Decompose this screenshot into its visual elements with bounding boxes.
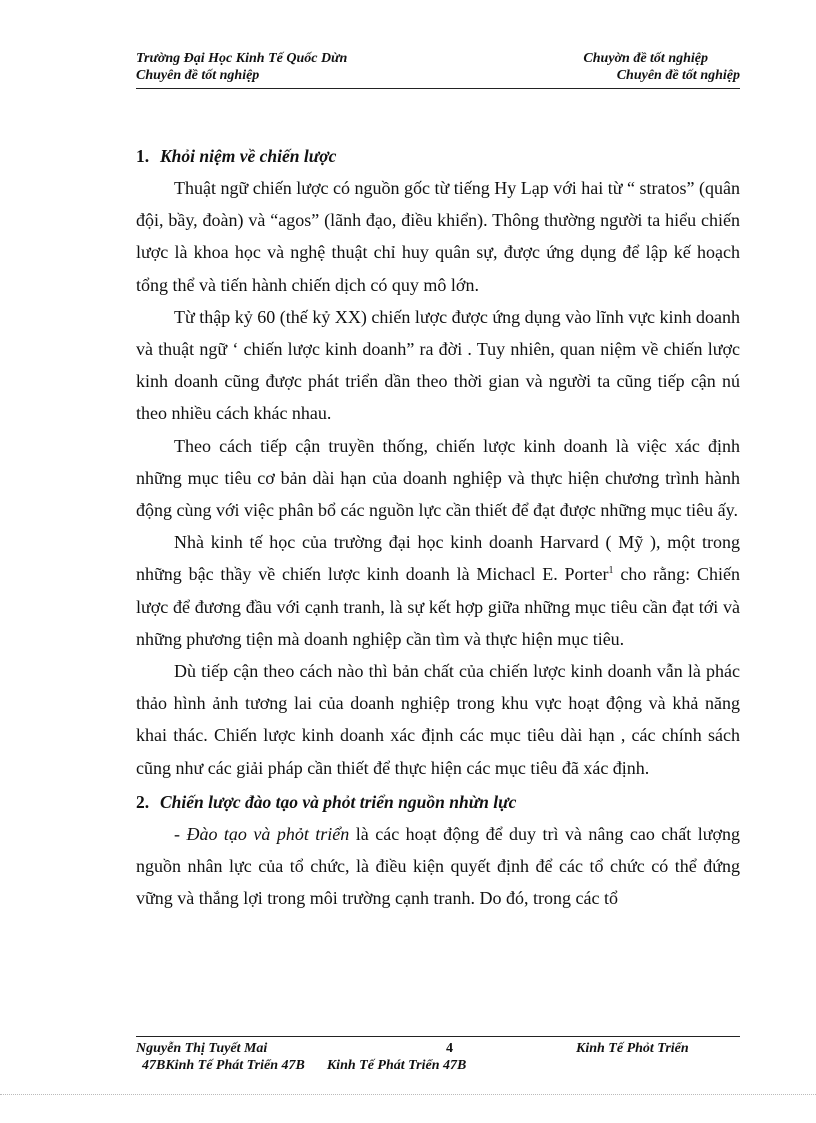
header-thesis-label-right: Chuyên đề tốt nghiệp: [616, 68, 740, 83]
paragraph-business-strategy: Từ thập kỷ 60 (thế kỷ XX) chiến lược được ứng dụng vào lĩnh vực kinh doanh và thuật ngữ ‘ chiến lược kinh doanh” ra đời . Tuy nhiên, quan niệm về chiến lược kinh doanh cũng được phát triển dần theo thời gian và người ta cũng tiếp cận nú theo nhiều cách khác nhau.: [136, 306, 740, 424]
footnote-marker: 1: [608, 565, 614, 577]
section-2-title: Chiến lược đào tạo và phỏt triển nguồn nhừn lực: [160, 791, 517, 812]
term-training-development: Đào tạo và phỏt triển: [186, 823, 350, 844]
header-thesis-label-left: Chuyên đề tốt nghiệp: [136, 68, 260, 83]
header-university: Trường Đại Học Kinh Tế Quốc Dừn: [136, 51, 348, 66]
porter-text-after: cho rằng: Chiến lược để đương đầu với cạnh tranh, là sự kết hợp giữa những mục tiêu cần đạt tới và những phương tiện mà doanh nghiệp cần tìm và thực hiện mục tiêu.: [136, 564, 740, 649]
section-1-heading: [136, 140, 740, 172]
paragraph-traditional-approach: Theo cách tiếp cận truyền thống, chiến lược kinh doanh là việc xác định những mục tiêu cơ bản dài hạn của doanh nghiệp và thực hiện chương trình hành động cùng với việc phân bổ các nguồn lực cần thiết để đạt được những mục tiêu ấy.: [136, 435, 740, 521]
header-row-top: [136, 50, 740, 67]
footer-divider: [136, 1036, 740, 1037]
footer-department: Kinh Tế Phỏt Triển: [576, 1041, 689, 1056]
page-footer: [136, 1040, 740, 1074]
paragraph-training-development: [136, 818, 740, 915]
footer-author: Nguyễn Thị Tuyết Mai: [136, 1041, 268, 1056]
header-divider: [136, 88, 740, 89]
document-body: [136, 140, 740, 914]
section-1-number: 1.: [136, 146, 150, 166]
training-development-text: là các hoạt động để duy trì và nâng cao chất lượng nguồn nhân lực của tổ chức, là điều kiện quyết định để các tổ chức có thể đứng vững và thắng lợi trong môi trường cạnh tranh. Do đó, trong các tổ: [136, 823, 740, 909]
footer-row-bottom: [136, 1057, 740, 1074]
header-row-bottom: [136, 67, 740, 84]
section-2-heading: [136, 786, 740, 818]
porter-text-before: Nhà kinh tế học của trường đại học kinh doanh Harvard ( Mỹ ), một trong những bậc thầy về chiến lược kinh doanh là Michacl E. Porter: [136, 532, 740, 585]
page-header: [136, 50, 740, 84]
footer-class-b: Kinh Tế Phát Triển 47B: [326, 1058, 467, 1073]
section-1-title: Khỏi niệm về chiến lược: [160, 146, 337, 166]
page-number: 4: [446, 1041, 453, 1056]
paragraph-porter: [136, 526, 740, 655]
paragraph-strategy-essence: Dù tiếp cận theo cách nào thì bản chất của chiến lược kinh doanh vẫn là phác thảo hình ảnh tương lai của doanh nghiệp trong khu vực hoạt động và khả năng khai thác. Chiến lược kinh doanh xác định các mục tiêu dài hạn , các chính sách cũng như các giải pháp cần thiết để thực hiện các mục tiêu đã xác định.: [136, 661, 740, 778]
lead-dash: -: [174, 823, 187, 844]
footer-row-top: [136, 1040, 740, 1057]
header-thesis-label-top: Chuyờn đề tốt nghiệp: [583, 51, 708, 66]
footer-class-a: 47BKinh Tế Phát Triển 47B: [142, 1058, 305, 1073]
paragraph-strategy-origin: Thuật ngữ chiến lược có nguồn gốc từ tiếng Hy Lạp với hai từ “ stratos” (quân đội, bầy, đoàn) và “agos” (lãnh đạo, điều khiển). Thông thường người ta hiểu chiến lược là khoa học và nghệ thuật chỉ huy quân sự, được ứng dụng để lập kế hoạch tổng thể và tiến hành chiến dịch có quy mô lớn.: [136, 178, 740, 295]
section-2-number: 2.: [136, 791, 150, 812]
page-bottom-border: [0, 1094, 816, 1095]
